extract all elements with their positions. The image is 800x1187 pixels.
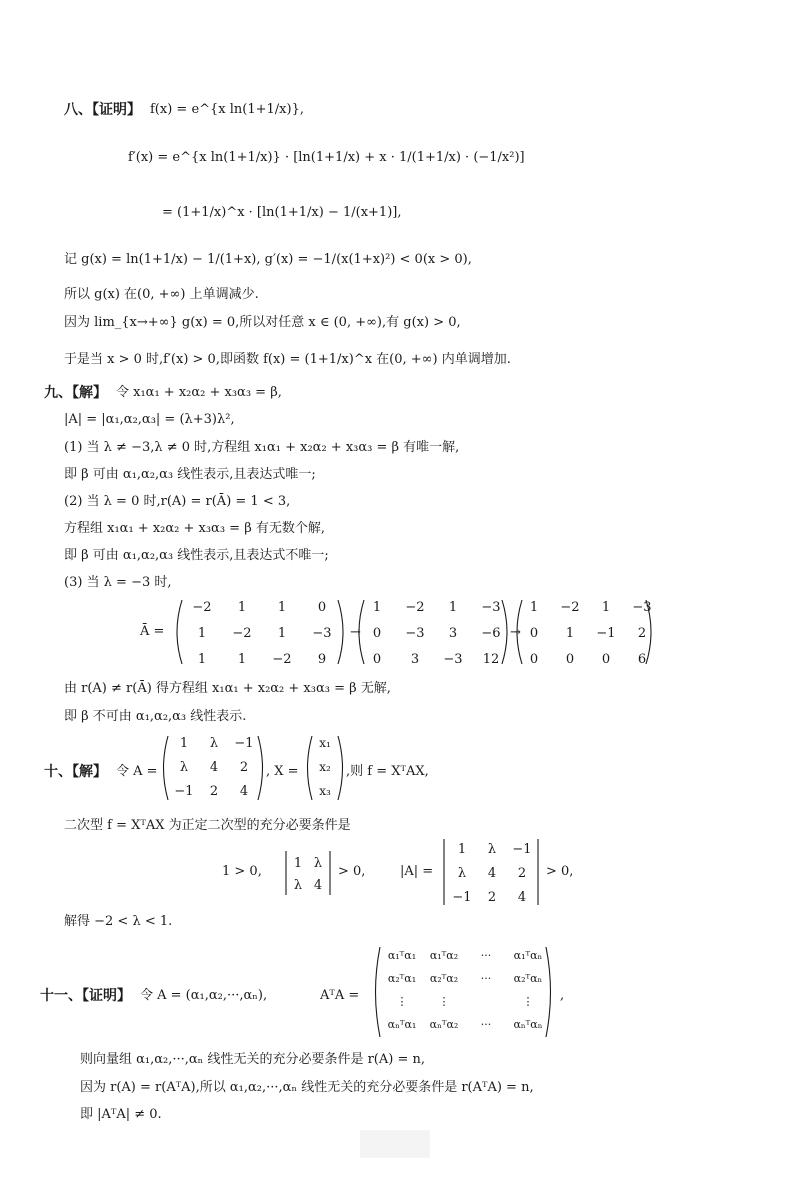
s8-line-5: 所以 g(x) 在(0, +∞) 上单调减少. <box>64 287 259 302</box>
gram-matrix-cell: α₂ᵀα₁ <box>387 972 417 985</box>
matrix-3-cell: 0 <box>565 652 575 667</box>
matrix-1-cell: 1 <box>197 652 207 667</box>
augmented-matrix-label: Ā = <box>140 624 165 639</box>
minor-3-cell: 2 <box>517 866 527 881</box>
vector-X-cell: x₁ <box>319 736 331 750</box>
det-A-label: |A| = <box>400 864 434 879</box>
s9-line-9: 由 r(A) ≠ r(Ā) 得方程组 x₁α₁ + x₂α₂ + x₃α₃ = β 无解, <box>64 681 391 696</box>
matrix-3-cell: 0 <box>529 652 539 667</box>
gram-matrix-cell: ⋮ <box>438 995 450 1008</box>
matrix-1-cell: 0 <box>317 600 327 615</box>
matrix-2-cell: 1 <box>448 600 458 615</box>
reduction-arrow-1: → <box>350 625 361 640</box>
gram-matrix-cell: ··· <box>480 1018 492 1031</box>
matrix-A-cell: λ <box>179 760 189 775</box>
matrix-2-cell: 0 <box>372 626 382 641</box>
matrix-3-cell: −1 <box>596 626 616 641</box>
matrix-A-cell: 2 <box>209 784 219 799</box>
matrix-2-cell: −3 <box>481 600 501 615</box>
s9-line-1: 令 x₁α₁ + x₂α₂ + x₃α₃ = β, <box>116 385 282 400</box>
gram-matrix-cell: αₙᵀαₙ <box>513 1018 543 1031</box>
minor-2-cell: 1 <box>293 856 303 871</box>
matrix-A-cell: 1 <box>179 736 189 751</box>
s11-let-A: 令 A = (α₁,α₂,···,αₙ), <box>140 988 268 1003</box>
s9-line-7: 即 β 可由 α₁,α₂,α₃ 线性表示,且表达式不唯一; <box>64 548 329 563</box>
matrix-3 <box>517 600 652 667</box>
s8-line-4: 记 g(x) = ln(1+1/x) − 1/(1+x), g′(x) = −1/(x(1+x)²) < 0(x > 0), <box>64 252 472 267</box>
matrix-1 <box>177 600 343 667</box>
matrix-1-cell: −2 <box>232 626 252 641</box>
minor-3-cell: −1 <box>512 842 532 857</box>
s10-let-X: , X = <box>266 764 299 779</box>
s9-line-3: (1) 当 λ ≠ −3,λ ≠ 0 时,方程组 x₁α₁ + x₂α₂ + x₃α₃ = β 有唯一解, <box>64 440 460 455</box>
gram-left-paren <box>376 947 381 1037</box>
s10-quadratic-form: ,则 f = XᵀAX, <box>346 764 429 779</box>
matrix-A-right-paren <box>258 736 263 800</box>
matrix-1-left-paren <box>177 600 182 664</box>
gram-right-paren <box>546 947 551 1037</box>
matrix-1-cell: 1 <box>277 600 287 615</box>
matrix-3-cell: 1 <box>601 600 611 615</box>
matrix-3-cell: 2 <box>637 626 647 641</box>
matrix-3-cell: 0 <box>601 652 611 667</box>
matrix-1-cell: −2 <box>272 652 292 667</box>
matrix-3-cell: 1 <box>529 600 539 615</box>
matrix-A-cell: 2 <box>239 760 249 775</box>
minor-2-cell: λ <box>293 878 303 893</box>
matrix-1-cell: −2 <box>192 600 212 615</box>
matrix-A-left-paren <box>164 736 169 800</box>
matrix-A-cell: −1 <box>174 784 194 799</box>
matrix-A-cell: 4 <box>239 784 249 799</box>
s9-line-6: 方程组 x₁α₁ + x₂α₂ + x₃α₃ = β 有无数个解, <box>64 521 325 536</box>
s10-line-2: 二次型 f = XᵀAX 为正定二次型的充分必要条件是 <box>64 818 351 833</box>
minor-3-cell: 1 <box>457 842 467 857</box>
matrix-2-cell: −3 <box>443 652 463 667</box>
matrix-2-cell: 0 <box>372 652 382 667</box>
matrix-1-cell: 1 <box>237 652 247 667</box>
leading-minor-1: 1 > 0, <box>222 864 262 879</box>
vector-X-left-paren <box>308 736 313 800</box>
matrix-A <box>158 732 268 804</box>
gram-matrix-cell: ··· <box>480 972 492 985</box>
s10-let-A: 令 A = <box>116 764 158 779</box>
matrix-2-cell: −3 <box>405 626 425 641</box>
leading-minor-2-sign: > 0, <box>338 864 366 879</box>
s9-line-8: (3) 当 λ = −3 时, <box>64 575 172 590</box>
s9-line-4: 即 β 可由 α₁,α₂,α₃ 线性表示,且表达式唯一; <box>64 467 316 482</box>
matrix-1-cell: 1 <box>197 626 207 641</box>
s8-line-7: 于是当 x > 0 时,f′(x) > 0,即函数 f(x) = (1+1/x)^x 在(0, +∞) 内单调增加. <box>64 352 511 367</box>
section-10-heading: 十、【解】 <box>44 764 107 780</box>
matrix-1-right-paren <box>338 600 343 664</box>
s10-result: 解得 −2 < λ < 1. <box>64 914 173 929</box>
s11-line-4: 即 |AᵀA| ≠ 0. <box>80 1107 162 1122</box>
s9-line-2: |A| = |α₁,α₂,α₃| = (λ+3)λ², <box>64 412 235 427</box>
s8-line-2: f′(x) = e^{x ln(1+1/x)} · [ln(1+1/x) + x · 1/(1+1/x) · (−1/x²)] <box>128 150 525 165</box>
s8-line-3: = (1+1/x)^x · [ln(1+1/x) − 1/(x+1)], <box>162 205 402 220</box>
gram-matrix-cell: α₁ᵀαₙ <box>513 949 543 962</box>
gram-matrix-cell: α₂ᵀα₂ <box>429 972 459 985</box>
gram-matrix-cell: α₂ᵀαₙ <box>513 972 543 985</box>
gram-matrix-cell: αₙᵀα₁ <box>387 1018 417 1031</box>
vector-X-right-paren <box>338 736 343 800</box>
matrix-3-cell: 6 <box>637 652 647 667</box>
matrix-3-cell: −3 <box>632 600 652 615</box>
leading-minor-3 <box>440 836 542 908</box>
matrix-A-cell: −1 <box>234 736 254 751</box>
s11-comma: , <box>560 988 565 1003</box>
matrix-2-cell: 3 <box>410 652 420 667</box>
matrix-1-cell: 9 <box>317 652 327 667</box>
matrix-2 <box>359 600 507 667</box>
gram-matrix-cell: ··· <box>480 949 492 962</box>
matrix-3-cell: 1 <box>565 626 575 641</box>
section-9-heading: 九、【解】 <box>44 385 107 401</box>
minor-3-cell: λ <box>457 866 467 881</box>
reduction-arrow-2: → <box>510 625 521 640</box>
minor-2-cell: 4 <box>313 878 323 893</box>
minor-3-cell: λ <box>487 842 497 857</box>
s11-gram-label: AᵀA = <box>320 988 360 1003</box>
s9-line-5: (2) 当 λ = 0 时,r(A) = r(Ā) = 1 < 3, <box>64 494 291 509</box>
gram-matrix <box>370 943 556 1041</box>
gram-matrix-cell: αₙᵀα₂ <box>429 1018 459 1031</box>
minor-3-cell: 2 <box>487 890 497 905</box>
s8-line-1: f(x) = e^{x ln(1+1/x)}, <box>150 102 304 117</box>
s8-line-6: 因为 lim_{x→+∞} g(x) = 0,所以对任意 x ∈ (0, +∞),有 g(x) > 0, <box>64 315 461 330</box>
minor-3-cell: −1 <box>452 890 472 905</box>
gram-matrix-cell: ⋮ <box>396 995 408 1008</box>
matrix-2-cell: −6 <box>481 626 501 641</box>
minor-3-cell: 4 <box>487 866 497 881</box>
s11-line-2: 则向量组 α₁,α₂,···,αₙ 线性无关的充分必要条件是 r(A) = n, <box>80 1052 425 1067</box>
s11-line-3: 因为 r(A) = r(AᵀA),所以 α₁,α₂,···,αₙ 线性无关的充分必要条件是 r(AᵀA) = n, <box>80 1080 534 1095</box>
matrix-1-cell: −3 <box>312 626 332 641</box>
s9-line-10: 即 β 不可由 α₁,α₂,α₃ 线性表示. <box>64 709 247 724</box>
section-8-heading: 八、【证明】 <box>64 102 141 118</box>
matrix-A-cell: λ <box>209 736 219 751</box>
matrix-3-cell: 0 <box>529 626 539 641</box>
matrix-A-cell: 4 <box>209 760 219 775</box>
matrix-2-cell: 3 <box>448 626 458 641</box>
matrix-2-right-paren <box>502 600 507 664</box>
matrix-3-cell: −2 <box>560 600 580 615</box>
gram-matrix-cell: ⋮ <box>522 995 534 1008</box>
matrix-2-cell: −2 <box>405 600 425 615</box>
leading-minor-2 <box>282 848 334 898</box>
vector-X <box>302 732 346 804</box>
augmented-matrix-reduction <box>170 592 660 672</box>
gram-matrix-cell: α₁ᵀα₁ <box>387 949 417 962</box>
vector-X-cell: x₃ <box>319 784 331 798</box>
minor-3-cell: 4 <box>517 890 527 905</box>
page-footer-block <box>360 1130 430 1158</box>
matrix-2-cell: 1 <box>372 600 382 615</box>
gram-matrix-cell: α₁ᵀα₂ <box>429 949 459 962</box>
minor-2-cell: λ <box>313 856 323 871</box>
section-11-heading: 十一、【证明】 <box>40 988 131 1004</box>
matrix-2-cell: 12 <box>482 652 500 667</box>
matrix-1-cell: 1 <box>277 626 287 641</box>
vector-X-cell: x₂ <box>319 760 331 774</box>
matrix-1-cell: 1 <box>237 600 247 615</box>
leading-minor-3-sign: > 0, <box>546 864 574 879</box>
